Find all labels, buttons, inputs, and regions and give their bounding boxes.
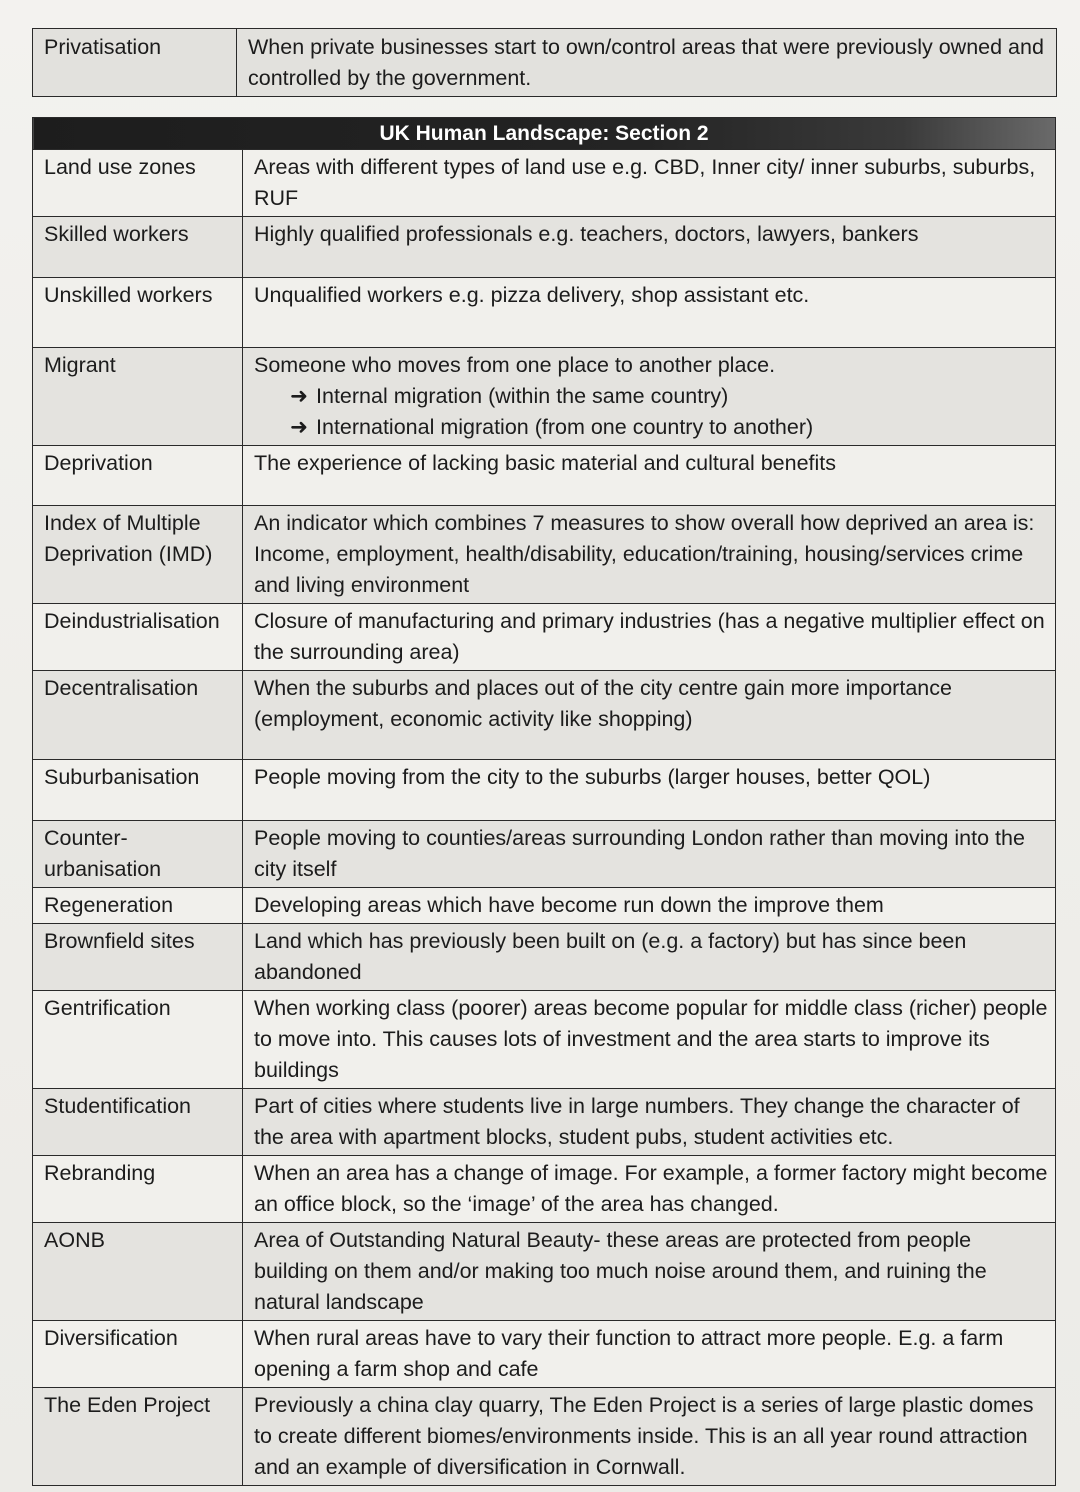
- table-row: [33, 506, 1056, 604]
- table-row: [33, 604, 1056, 671]
- definition-cell: When an area has a change of image. For example, a former factory might become an office block, so the ‘image’ of the area has changed.: [243, 1156, 1056, 1223]
- term-cell: Index of Multiple Deprivation (IMD): [33, 506, 243, 604]
- privatisation-table: [32, 28, 1057, 97]
- term-cell: Deprivation: [33, 446, 243, 506]
- table-row: [33, 217, 1056, 278]
- table-row: [33, 671, 1056, 760]
- definition-cell: Part of cities where students live in large numbers. They change the character of the area with apartment blocks, student pubs, student activities etc.: [243, 1089, 1056, 1156]
- definition-cell: When the suburbs and places out of the city centre gain more importance (employment, economic activity like shopping): [243, 671, 1056, 760]
- term-cell: Counter-urbanisation: [33, 821, 243, 888]
- table-row: [33, 29, 1057, 97]
- term-cell: Deindustrialisation: [33, 604, 243, 671]
- table-row: [33, 1321, 1056, 1388]
- definition-cell: Previously a china clay quarry, The Eden Project is a series of large plastic domes to create different biomes/environments inside. This is an all year round attraction and an example of diversification in Cornwall.: [243, 1388, 1056, 1486]
- definition-cell: Highly qualified professionals e.g. teachers, doctors, lawyers, bankers: [243, 217, 1056, 278]
- definition-cell: Land which has previously been built on (e.g. a factory) but has since been abandoned: [243, 924, 1056, 991]
- term-cell: The Eden Project: [33, 1388, 243, 1486]
- definition-cell: Unqualified workers e.g. pizza delivery, shop assistant etc.: [243, 278, 1056, 348]
- term-cell: Land use zones: [33, 150, 243, 217]
- definition-cell: Area of Outstanding Natural Beauty- these areas are protected from people building on them and/or making too much noise around them, and ruining the natural landscape: [243, 1223, 1056, 1321]
- bullet-item: [254, 381, 1049, 412]
- definition-cell: Developing areas which have become run down the improve them: [243, 888, 1056, 924]
- glossary-table: [32, 117, 1056, 1486]
- term-cell: Suburbanisation: [33, 760, 243, 821]
- definition-cell: People moving to counties/areas surrounding London rather than moving into the city itself: [243, 821, 1056, 888]
- term-cell: Privatisation: [33, 29, 237, 97]
- table-row: [33, 1388, 1056, 1486]
- definition-cell: People moving from the city to the suburbs (larger houses, better QOL): [243, 760, 1056, 821]
- table-row: [33, 821, 1056, 888]
- definition-cell: The experience of lacking basic material and cultural benefits: [243, 446, 1056, 506]
- term-cell: Unskilled workers: [33, 278, 243, 348]
- table-row: [33, 1089, 1056, 1156]
- table-row: [33, 1156, 1056, 1223]
- bullet-text: Internal migration (within the same country): [316, 384, 729, 408]
- definition-cell: When private businesses start to own/control areas that were previously owned and controlled by the government.: [237, 29, 1057, 97]
- term-cell: Brownfield sites: [33, 924, 243, 991]
- arrow-right-icon: ➜: [290, 384, 309, 408]
- term-cell: Decentralisation: [33, 671, 243, 760]
- term-cell: Regeneration: [33, 888, 243, 924]
- table-row: [33, 348, 1056, 446]
- table-row: [33, 446, 1056, 506]
- definition-cell: When working class (poorer) areas become popular for middle class (richer) people to move into. This causes lots of investment and the area starts to improve its buildings: [243, 991, 1056, 1089]
- arrow-right-icon: ➜: [290, 415, 309, 439]
- table-row: [33, 760, 1056, 821]
- definition-cell: Areas with different types of land use e.g. CBD, Inner city/ inner suburbs, suburbs, RUF: [243, 150, 1056, 217]
- term-cell: Gentrification: [33, 991, 243, 1089]
- table-row: [33, 924, 1056, 991]
- term-cell: Diversification: [33, 1321, 243, 1388]
- term-cell: Migrant: [33, 348, 243, 446]
- table-row: [33, 1223, 1056, 1321]
- definition-text: Someone who moves from one place to another place.: [254, 353, 776, 377]
- term-cell: Skilled workers: [33, 217, 243, 278]
- bullet-text: International migration (from one country to another): [316, 415, 814, 439]
- section-header-row: [33, 118, 1056, 150]
- term-cell: Studentification: [33, 1089, 243, 1156]
- term-cell: AONB: [33, 1223, 243, 1321]
- definition-cell: Closure of manufacturing and primary industries (has a negative multiplier effect on the surrounding area): [243, 604, 1056, 671]
- table-row: [33, 888, 1056, 924]
- definition-cell: An indicator which combines 7 measures to show overall how deprived an area is: Income, employment, health/disability, education/training, housing/services crime and living environment: [243, 506, 1056, 604]
- section-title: UK Human Landscape: Section 2: [33, 118, 1056, 150]
- definition-cell: When rural areas have to vary their function to attract more people. E.g. a farm opening a farm shop and cafe: [243, 1321, 1056, 1388]
- table-row: [33, 278, 1056, 348]
- table-row: [33, 150, 1056, 217]
- bullet-item: [254, 412, 1049, 443]
- table-row: [33, 991, 1056, 1089]
- definition-cell: [243, 348, 1056, 446]
- term-cell: Rebranding: [33, 1156, 243, 1223]
